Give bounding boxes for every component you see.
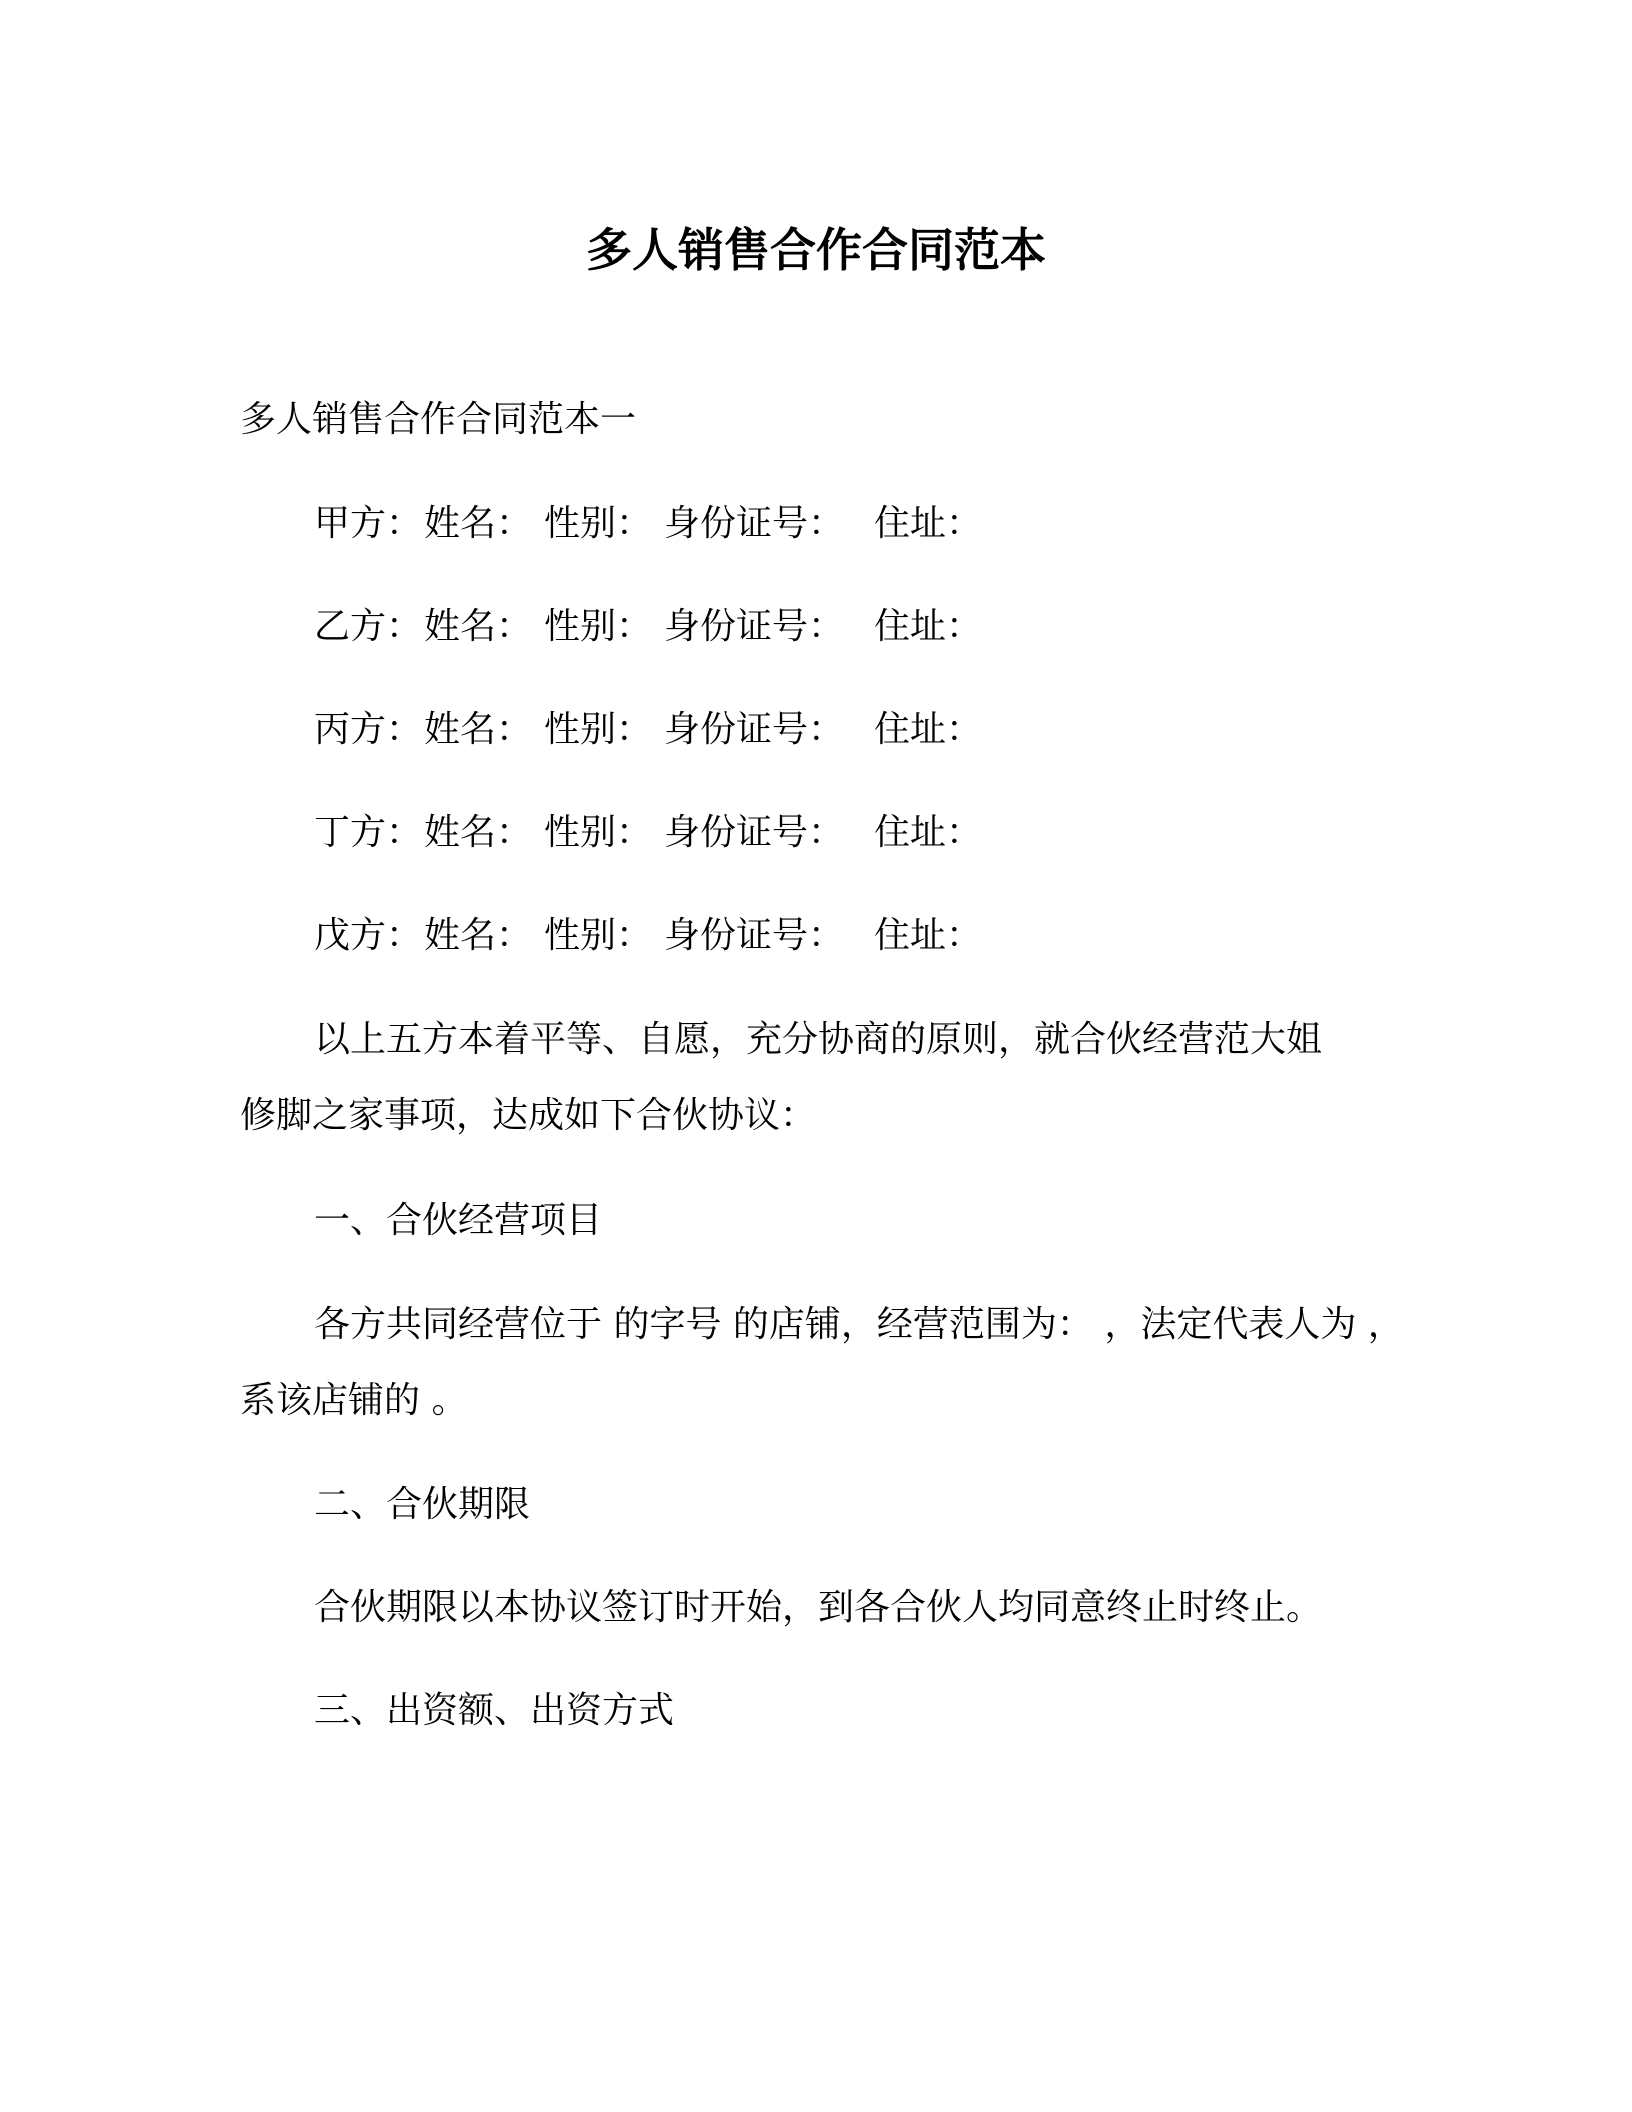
gender-label: 性别： (544, 915, 653, 956)
id-number-label: 身份证号： (664, 709, 845, 750)
gender-label: 性别： (544, 812, 653, 853)
party-row-yi (314, 603, 994, 651)
address-label: 住址： (874, 503, 983, 544)
section-2-heading: 二、合伙期限 (314, 1484, 531, 1525)
address-label: 住址： (874, 606, 983, 647)
address-label: 住址： (874, 812, 983, 853)
id-number-label: 身份证号： (664, 915, 845, 956)
party-row-wu (314, 912, 994, 960)
party-row-bing (314, 706, 994, 754)
document-title: 多人销售合作合同范本 (586, 223, 1046, 277)
name-label: 姓名： (424, 915, 533, 956)
name-label: 姓名： (424, 606, 533, 647)
party-row-jia (314, 500, 994, 548)
section-1-body-line-2: 系该店铺的 。 (240, 1380, 468, 1421)
gender-label: 性别： (544, 709, 653, 750)
gender-label: 性别： (544, 606, 653, 647)
section-1-heading: 一、合伙经营项目 (314, 1200, 603, 1241)
id-number-label: 身份证号： (664, 503, 845, 544)
section-3-heading: 三、出资额、出资方式 (314, 1690, 675, 1731)
gender-label: 性别： (544, 503, 653, 544)
intro-paragraph-line-2: 修脚之家事项，达成如下合伙协议： (240, 1095, 817, 1136)
id-number-label: 身份证号： (664, 812, 845, 853)
section-2-body: 合伙期限以本协议签订时开始，到各合伙人均同意终止时终止。 (314, 1587, 1323, 1628)
document-subtitle: 多人销售合作合同范本一 (240, 399, 637, 440)
address-label: 住址： (874, 915, 983, 956)
party-label: 乙方： (314, 606, 423, 647)
name-label: 姓名： (424, 709, 533, 750)
party-label: 戊方： (314, 915, 423, 956)
party-row-ding (314, 809, 994, 857)
section-1-body-line-1: 各方共同经营位于 的字号 的店铺，经营范围为： ，法定代表人为 ， (314, 1304, 1404, 1345)
party-label: 丙方： (314, 709, 423, 750)
party-label: 甲方： (314, 503, 423, 544)
name-label: 姓名： (424, 812, 533, 853)
id-number-label: 身份证号： (664, 606, 845, 647)
intro-paragraph-line-1: 以上五方本着平等、自愿，充分协商的原则，就合伙经营范大姐 (314, 1019, 1323, 1060)
address-label: 住址： (874, 709, 983, 750)
name-label: 姓名： (424, 503, 533, 544)
party-label: 丁方： (314, 812, 423, 853)
